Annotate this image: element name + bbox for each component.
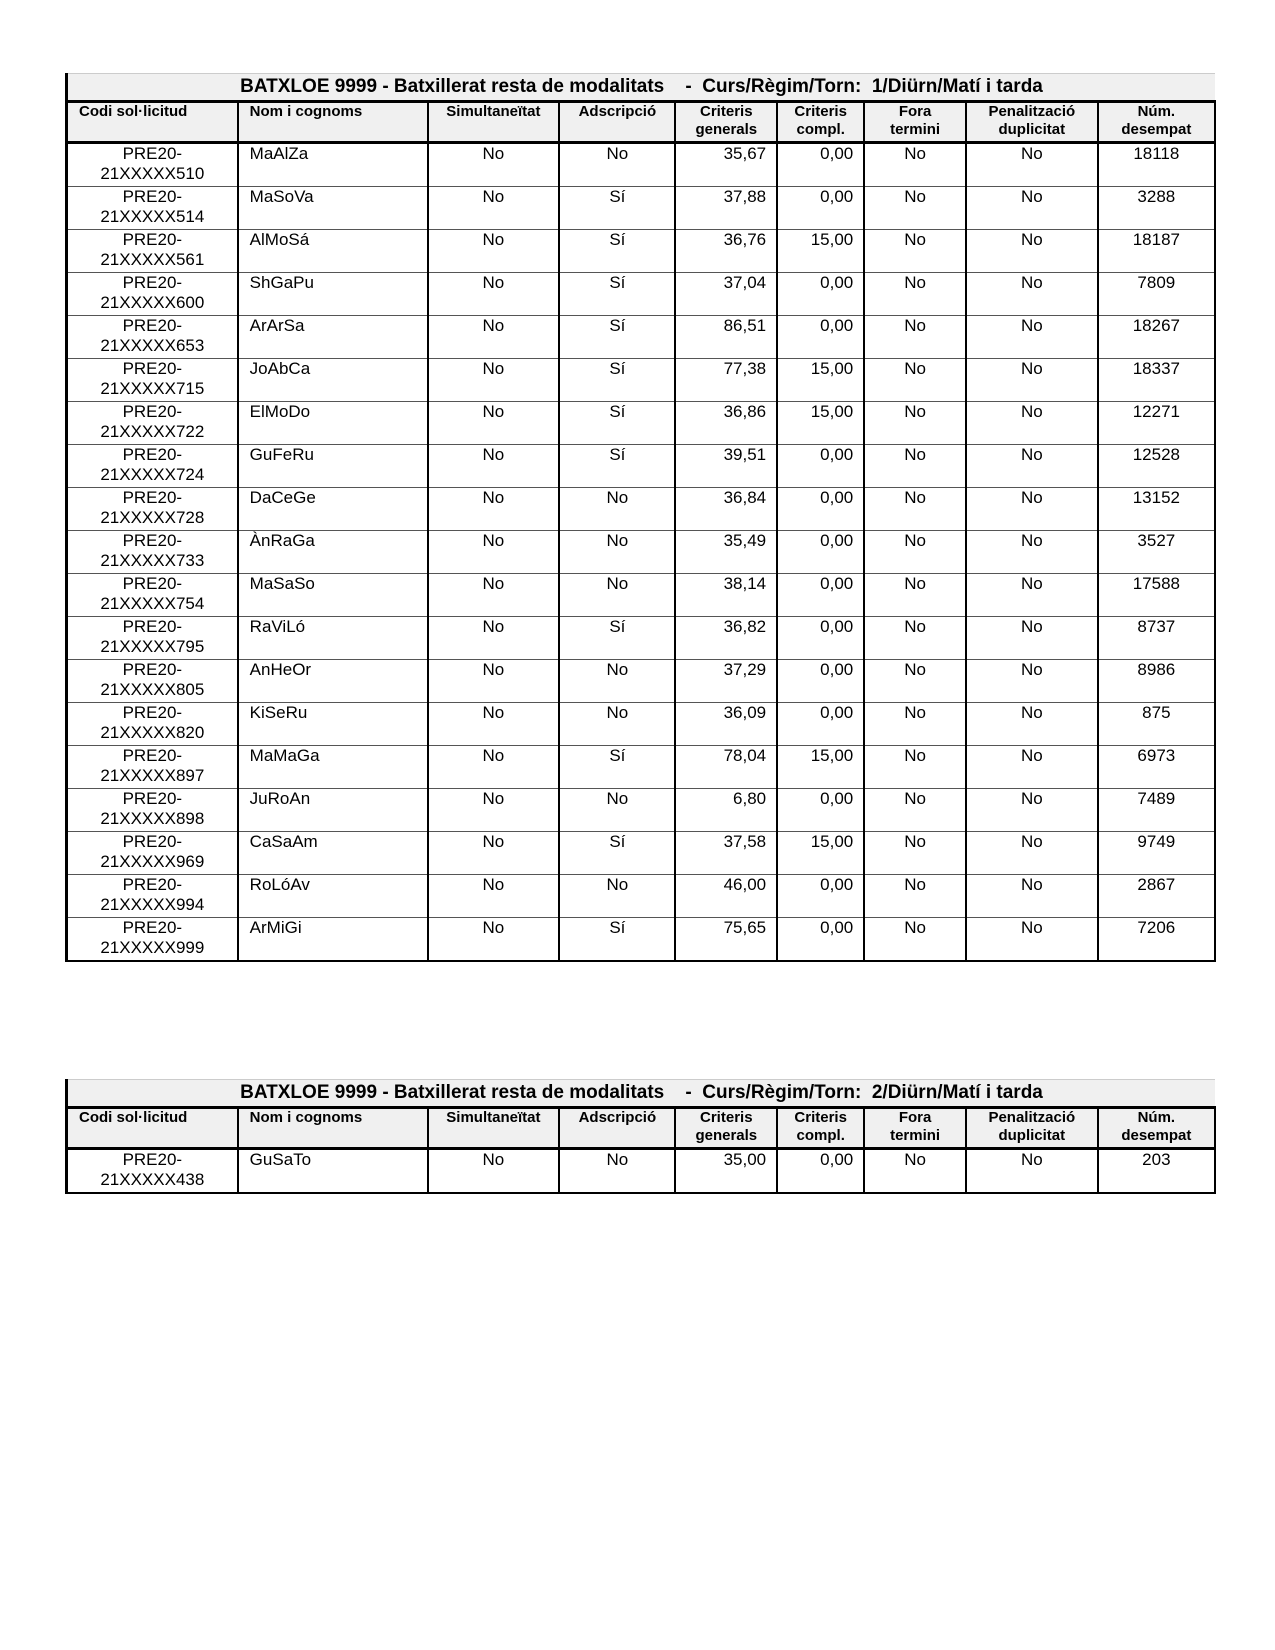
cell-general-criteria: 46,00 xyxy=(675,875,777,918)
cell-simultaneity: No xyxy=(428,359,560,402)
header-complementary-criteria: Criteris compl. xyxy=(777,102,864,143)
table-row xyxy=(67,445,1216,488)
cell-name: ArMiGi xyxy=(238,918,428,962)
cell-simultaneity: No xyxy=(428,187,560,230)
column-header-row xyxy=(67,102,1216,143)
cell-simultaneity: No xyxy=(428,143,560,187)
table-row xyxy=(67,875,1216,918)
cell-name: ElMoDo xyxy=(238,402,428,445)
table-row xyxy=(67,359,1216,402)
cell-out-of-term: No xyxy=(864,230,966,273)
cell-out-of-term: No xyxy=(864,660,966,703)
cell-general-criteria: 77,38 xyxy=(675,359,777,402)
cell-complementary-criteria: 0,00 xyxy=(777,273,864,316)
header-duplicate-penalty: Penalització duplicitat xyxy=(966,1108,1098,1149)
table-row xyxy=(67,918,1216,962)
cell-complementary-criteria: 0,00 xyxy=(777,445,864,488)
admissions-table-course-2 xyxy=(65,1079,1216,1194)
cell-complementary-criteria: 15,00 xyxy=(777,746,864,789)
table-row xyxy=(67,531,1216,574)
cell-tiebreak-number: 17588 xyxy=(1098,574,1215,617)
cell-simultaneity: No xyxy=(428,1149,560,1194)
cell-duplicate-penalty: No xyxy=(966,617,1098,660)
cell-tiebreak-number: 2867 xyxy=(1098,875,1215,918)
cell-complementary-criteria: 0,00 xyxy=(777,660,864,703)
cell-adscription: No xyxy=(559,703,675,746)
cell-tiebreak-number: 8737 xyxy=(1098,617,1215,660)
cell-adscription: Sí xyxy=(559,918,675,962)
cell-tiebreak-number: 3288 xyxy=(1098,187,1215,230)
header-general-criteria: Criteris generals xyxy=(675,1108,777,1149)
cell-code: PRE20- 21XXXXX994 xyxy=(67,875,238,918)
table-title: BATXLOE 9999 - Batxillerat resta de modalitats - Curs/Règim/Torn: 2/Diürn/Matí i tarda xyxy=(67,1080,1216,1108)
cell-adscription: No xyxy=(559,574,675,617)
table-row xyxy=(67,832,1216,875)
cell-code: PRE20- 21XXXXX795 xyxy=(67,617,238,660)
cell-name: GuFeRu xyxy=(238,445,428,488)
cell-general-criteria: 37,04 xyxy=(675,273,777,316)
cell-out-of-term: No xyxy=(864,789,966,832)
header-code: Codi sol·licitud xyxy=(67,102,238,143)
cell-duplicate-penalty: No xyxy=(966,574,1098,617)
cell-simultaneity: No xyxy=(428,230,560,273)
cell-duplicate-penalty: No xyxy=(966,531,1098,574)
header-simultaneity: Simultaneïtat xyxy=(428,102,560,143)
cell-out-of-term: No xyxy=(864,187,966,230)
cell-general-criteria: 6,80 xyxy=(675,789,777,832)
cell-tiebreak-number: 6973 xyxy=(1098,746,1215,789)
cell-out-of-term: No xyxy=(864,832,966,875)
admissions-table-course-1 xyxy=(65,73,1216,962)
cell-general-criteria: 37,29 xyxy=(675,660,777,703)
cell-tiebreak-number: 203 xyxy=(1098,1149,1215,1194)
cell-code: PRE20- 21XXXXX514 xyxy=(67,187,238,230)
cell-adscription: Sí xyxy=(559,402,675,445)
cell-adscription: No xyxy=(559,531,675,574)
cell-duplicate-penalty: No xyxy=(966,832,1098,875)
cell-name: MaSaSo xyxy=(238,574,428,617)
cell-simultaneity: No xyxy=(428,660,560,703)
cell-adscription: Sí xyxy=(559,273,675,316)
cell-complementary-criteria: 0,00 xyxy=(777,1149,864,1194)
cell-code: PRE20- 21XXXXX805 xyxy=(67,660,238,703)
cell-out-of-term: No xyxy=(864,531,966,574)
cell-adscription: No xyxy=(559,660,675,703)
cell-code: PRE20- 21XXXXX898 xyxy=(67,789,238,832)
cell-tiebreak-number: 13152 xyxy=(1098,488,1215,531)
cell-complementary-criteria: 0,00 xyxy=(777,143,864,187)
table-row xyxy=(67,316,1216,359)
cell-out-of-term: No xyxy=(864,445,966,488)
cell-general-criteria: 37,58 xyxy=(675,832,777,875)
cell-name: ArArSa xyxy=(238,316,428,359)
cell-duplicate-penalty: No xyxy=(966,789,1098,832)
cell-name: ShGaPu xyxy=(238,273,428,316)
table-row xyxy=(67,273,1216,316)
cell-adscription: No xyxy=(559,875,675,918)
cell-general-criteria: 38,14 xyxy=(675,574,777,617)
cell-code: PRE20- 21XXXXX715 xyxy=(67,359,238,402)
table-row xyxy=(67,187,1216,230)
cell-out-of-term: No xyxy=(864,703,966,746)
cell-adscription: Sí xyxy=(559,746,675,789)
header-simultaneity: Simultaneïtat xyxy=(428,1108,560,1149)
header-out-of-term: Fora termini xyxy=(864,1108,966,1149)
table-row xyxy=(67,617,1216,660)
header-tiebreak-number: Núm. desempat xyxy=(1098,102,1215,143)
cell-duplicate-penalty: No xyxy=(966,402,1098,445)
cell-tiebreak-number: 18337 xyxy=(1098,359,1215,402)
cell-tiebreak-number: 18187 xyxy=(1098,230,1215,273)
cell-out-of-term: No xyxy=(864,574,966,617)
cell-code: PRE20- 21XXXXX724 xyxy=(67,445,238,488)
table-row xyxy=(67,1149,1216,1194)
cell-duplicate-penalty: No xyxy=(966,1149,1098,1194)
cell-tiebreak-number: 8986 xyxy=(1098,660,1215,703)
cell-out-of-term: No xyxy=(864,875,966,918)
cell-duplicate-penalty: No xyxy=(966,703,1098,746)
table-row xyxy=(67,789,1216,832)
cell-tiebreak-number: 12271 xyxy=(1098,402,1215,445)
header-name: Nom i cognoms xyxy=(238,102,428,143)
cell-out-of-term: No xyxy=(864,402,966,445)
cell-complementary-criteria: 15,00 xyxy=(777,359,864,402)
cell-duplicate-penalty: No xyxy=(966,488,1098,531)
cell-complementary-criteria: 0,00 xyxy=(777,531,864,574)
cell-complementary-criteria: 0,00 xyxy=(777,789,864,832)
cell-tiebreak-number: 12528 xyxy=(1098,445,1215,488)
cell-simultaneity: No xyxy=(428,445,560,488)
cell-name: ÀnRaGa xyxy=(238,531,428,574)
cell-duplicate-penalty: No xyxy=(966,918,1098,962)
cell-simultaneity: No xyxy=(428,531,560,574)
cell-duplicate-penalty: No xyxy=(966,273,1098,316)
table-row xyxy=(67,402,1216,445)
cell-code: PRE20- 21XXXXX969 xyxy=(67,832,238,875)
cell-general-criteria: 78,04 xyxy=(675,746,777,789)
cell-simultaneity: No xyxy=(428,918,560,962)
cell-complementary-criteria: 0,00 xyxy=(777,574,864,617)
cell-code: PRE20- 21XXXXX510 xyxy=(67,143,238,187)
table-row xyxy=(67,143,1216,187)
cell-name: MaMaGa xyxy=(238,746,428,789)
cell-code: PRE20- 21XXXXX820 xyxy=(67,703,238,746)
cell-general-criteria: 36,09 xyxy=(675,703,777,746)
cell-complementary-criteria: 0,00 xyxy=(777,918,864,962)
cell-code: PRE20- 21XXXXX722 xyxy=(67,402,238,445)
cell-out-of-term: No xyxy=(864,273,966,316)
cell-code: PRE20- 21XXXXX438 xyxy=(67,1149,238,1194)
header-general-criteria: Criteris generals xyxy=(675,102,777,143)
cell-duplicate-penalty: No xyxy=(966,746,1098,789)
cell-adscription: Sí xyxy=(559,359,675,402)
cell-simultaneity: No xyxy=(428,488,560,531)
header-name: Nom i cognoms xyxy=(238,1108,428,1149)
cell-general-criteria: 37,88 xyxy=(675,187,777,230)
cell-name: MaSoVa xyxy=(238,187,428,230)
cell-adscription: Sí xyxy=(559,316,675,359)
cell-tiebreak-number: 7489 xyxy=(1098,789,1215,832)
header-code: Codi sol·licitud xyxy=(67,1108,238,1149)
cell-complementary-criteria: 0,00 xyxy=(777,703,864,746)
cell-tiebreak-number: 875 xyxy=(1098,703,1215,746)
cell-general-criteria: 35,67 xyxy=(675,143,777,187)
cell-simultaneity: No xyxy=(428,402,560,445)
cell-complementary-criteria: 0,00 xyxy=(777,875,864,918)
header-tiebreak-number: Núm. desempat xyxy=(1098,1108,1215,1149)
cell-duplicate-penalty: No xyxy=(966,875,1098,918)
cell-simultaneity: No xyxy=(428,574,560,617)
cell-general-criteria: 36,86 xyxy=(675,402,777,445)
cell-out-of-term: No xyxy=(864,488,966,531)
header-adscription: Adscripció xyxy=(559,102,675,143)
table-row xyxy=(67,703,1216,746)
cell-complementary-criteria: 0,00 xyxy=(777,488,864,531)
table-row xyxy=(67,488,1216,531)
cell-general-criteria: 35,00 xyxy=(675,1149,777,1194)
cell-adscription: Sí xyxy=(559,187,675,230)
cell-complementary-criteria: 15,00 xyxy=(777,832,864,875)
cell-simultaneity: No xyxy=(428,746,560,789)
column-header-row xyxy=(67,1108,1216,1149)
cell-adscription: No xyxy=(559,1149,675,1194)
cell-general-criteria: 39,51 xyxy=(675,445,777,488)
cell-general-criteria: 36,82 xyxy=(675,617,777,660)
cell-simultaneity: No xyxy=(428,875,560,918)
header-out-of-term: Fora termini xyxy=(864,102,966,143)
cell-complementary-criteria: 0,00 xyxy=(777,617,864,660)
cell-complementary-criteria: 0,00 xyxy=(777,187,864,230)
cell-out-of-term: No xyxy=(864,143,966,187)
cell-complementary-criteria: 15,00 xyxy=(777,402,864,445)
cell-name: CaSaAm xyxy=(238,832,428,875)
cell-general-criteria: 36,84 xyxy=(675,488,777,531)
cell-tiebreak-number: 7206 xyxy=(1098,918,1215,962)
cell-name: AnHeOr xyxy=(238,660,428,703)
table-row xyxy=(67,574,1216,617)
cell-duplicate-penalty: No xyxy=(966,445,1098,488)
cell-general-criteria: 36,76 xyxy=(675,230,777,273)
cell-adscription: No xyxy=(559,488,675,531)
cell-adscription: No xyxy=(559,143,675,187)
cell-out-of-term: No xyxy=(864,918,966,962)
cell-tiebreak-number: 3527 xyxy=(1098,531,1215,574)
cell-name: JoAbCa xyxy=(238,359,428,402)
cell-duplicate-penalty: No xyxy=(966,143,1098,187)
cell-code: PRE20- 21XXXXX653 xyxy=(67,316,238,359)
cell-tiebreak-number: 18267 xyxy=(1098,316,1215,359)
cell-adscription: Sí xyxy=(559,617,675,660)
cell-code: PRE20- 21XXXXX897 xyxy=(67,746,238,789)
cell-simultaneity: No xyxy=(428,789,560,832)
cell-simultaneity: No xyxy=(428,703,560,746)
cell-code: PRE20- 21XXXXX999 xyxy=(67,918,238,962)
cell-name: GuSaTo xyxy=(238,1149,428,1194)
cell-out-of-term: No xyxy=(864,617,966,660)
cell-out-of-term: No xyxy=(864,1149,966,1194)
cell-adscription: Sí xyxy=(559,230,675,273)
cell-general-criteria: 75,65 xyxy=(675,918,777,962)
cell-duplicate-penalty: No xyxy=(966,230,1098,273)
cell-out-of-term: No xyxy=(864,359,966,402)
cell-adscription: Sí xyxy=(559,445,675,488)
table-row xyxy=(67,660,1216,703)
cell-name: AlMoSá xyxy=(238,230,428,273)
cell-general-criteria: 35,49 xyxy=(675,531,777,574)
cell-duplicate-penalty: No xyxy=(966,660,1098,703)
header-duplicate-penalty: Penalització duplicitat xyxy=(966,102,1098,143)
cell-tiebreak-number: 18118 xyxy=(1098,143,1215,187)
table-title: BATXLOE 9999 - Batxillerat resta de modalitats - Curs/Règim/Torn: 1/Diürn/Matí i tarda xyxy=(67,74,1216,102)
cell-complementary-criteria: 0,00 xyxy=(777,316,864,359)
cell-tiebreak-number: 7809 xyxy=(1098,273,1215,316)
cell-code: PRE20- 21XXXXX754 xyxy=(67,574,238,617)
cell-adscription: Sí xyxy=(559,832,675,875)
cell-name: DaCeGe xyxy=(238,488,428,531)
cell-simultaneity: No xyxy=(428,316,560,359)
table-row xyxy=(67,230,1216,273)
cell-adscription: No xyxy=(559,789,675,832)
header-adscription: Adscripció xyxy=(559,1108,675,1149)
cell-code: PRE20- 21XXXXX561 xyxy=(67,230,238,273)
cell-code: PRE20- 21XXXXX733 xyxy=(67,531,238,574)
table-row xyxy=(67,746,1216,789)
cell-duplicate-penalty: No xyxy=(966,187,1098,230)
cell-simultaneity: No xyxy=(428,832,560,875)
cell-out-of-term: No xyxy=(864,316,966,359)
cell-name: KiSeRu xyxy=(238,703,428,746)
cell-general-criteria: 86,51 xyxy=(675,316,777,359)
cell-name: RoLóAv xyxy=(238,875,428,918)
cell-complementary-criteria: 15,00 xyxy=(777,230,864,273)
cell-name: RaViLó xyxy=(238,617,428,660)
cell-code: PRE20- 21XXXXX728 xyxy=(67,488,238,531)
cell-simultaneity: No xyxy=(428,617,560,660)
cell-name: JuRoAn xyxy=(238,789,428,832)
cell-name: MaAlZa xyxy=(238,143,428,187)
header-complementary-criteria: Criteris compl. xyxy=(777,1108,864,1149)
cell-code: PRE20- 21XXXXX600 xyxy=(67,273,238,316)
cell-out-of-term: No xyxy=(864,746,966,789)
cell-tiebreak-number: 9749 xyxy=(1098,832,1215,875)
cell-simultaneity: No xyxy=(428,273,560,316)
cell-duplicate-penalty: No xyxy=(966,316,1098,359)
cell-duplicate-penalty: No xyxy=(966,359,1098,402)
